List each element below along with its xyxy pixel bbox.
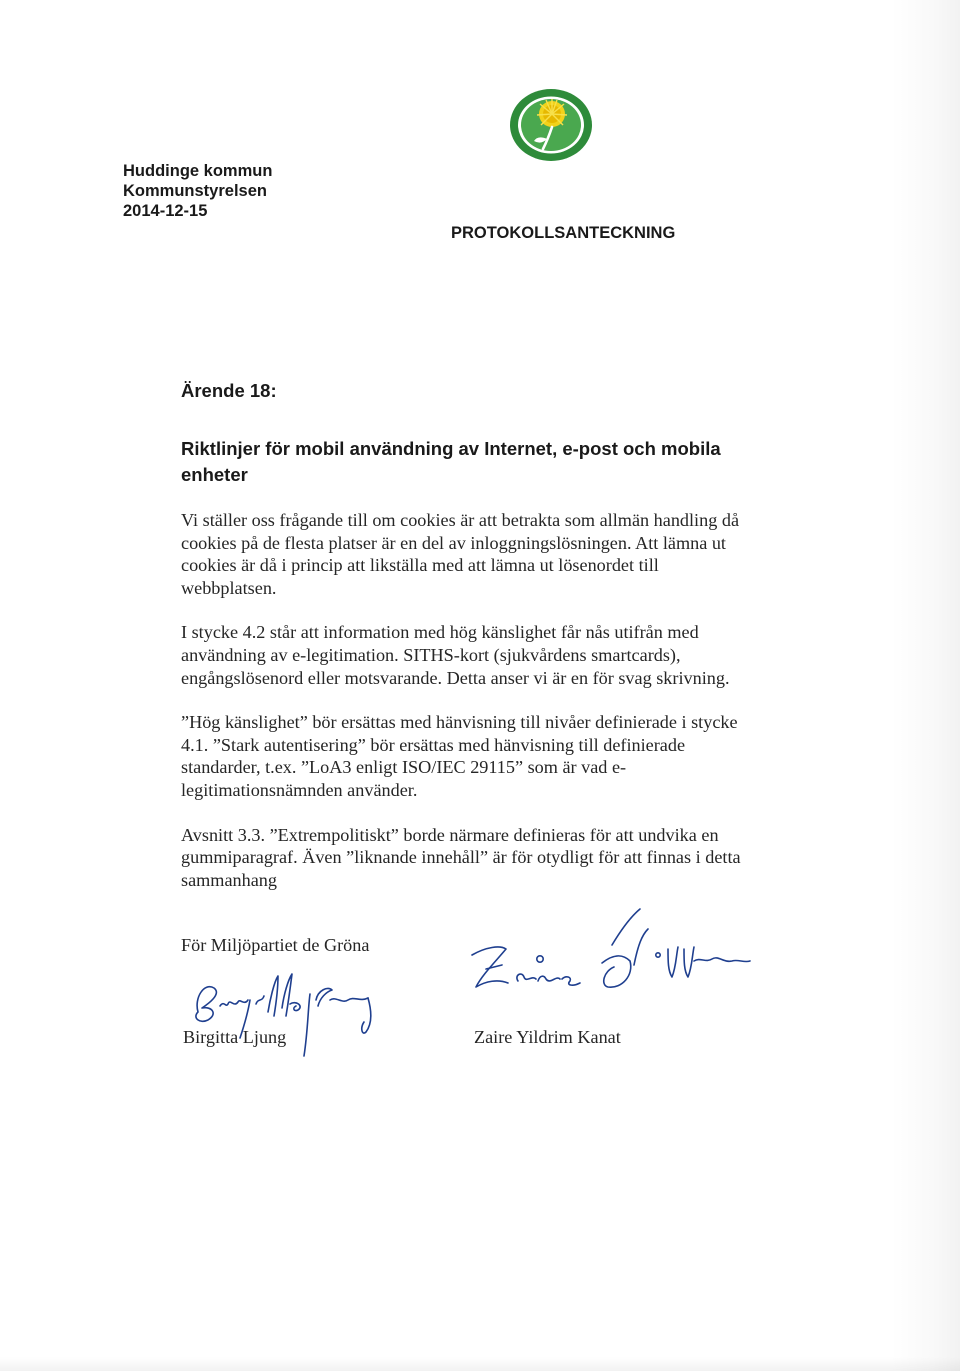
text-line: cookies på de flesta platser är en del av inloggningslösningen. Att lämna ut bbox=[181, 532, 726, 553]
closing-line: För Miljöpartiet de Gröna bbox=[181, 935, 370, 955]
text-line: 4.1. ”Stark autentisering” bör ersättas med hänvisning till definierade bbox=[181, 734, 686, 755]
paragraph-section-4-2 bbox=[181, 621, 791, 689]
item-heading: Ärende 18: bbox=[181, 380, 277, 401]
text-line: användning av e-legitimation. SITHS-kort (sjukvårdens smartcards), bbox=[181, 644, 681, 665]
text-line: sammanhang bbox=[181, 869, 277, 890]
paragraph-definitions bbox=[181, 711, 791, 801]
document-type-title: PROTOKOLLSANTECKNING bbox=[451, 224, 676, 242]
paragraph-section-3-3 bbox=[181, 824, 791, 892]
text-line: Vi ställer oss frågande till om cookies är att betrakta som allmän handling då bbox=[181, 510, 740, 530]
signature-right bbox=[462, 905, 752, 1015]
text-line: standarder, t.ex. ”LoA3 enligt ISO/IEC 29115” som är vad e- bbox=[181, 757, 627, 778]
paragraph-cookies bbox=[181, 509, 791, 599]
letterhead bbox=[123, 161, 272, 221]
text-line: ”Hög känslighet” bör ersättas med hänvisning till nivåer definierade i stycke bbox=[181, 712, 738, 733]
subject-line: Riktlinjer för mobil användning av Internet, e-post och mobila bbox=[181, 438, 721, 459]
municipality-name: Huddinge kommun bbox=[123, 162, 273, 180]
scan-shadow-bottom bbox=[0, 1357, 960, 1371]
text-line: legitimationsnämnden använder. bbox=[181, 779, 418, 800]
text-line: I stycke 4.2 står att information med hög känslighet får nås utifrån med bbox=[181, 622, 699, 643]
subject-line: enheter bbox=[181, 464, 248, 485]
signer-name: Birgitta Ljung bbox=[183, 1027, 287, 1047]
document-date: 2014-12-15 bbox=[123, 202, 208, 220]
signer-name: Zaire Yildrim Kanat bbox=[474, 1027, 621, 1047]
item-subject bbox=[181, 436, 781, 488]
text-line: webbplatsen. bbox=[181, 577, 277, 598]
scan-shadow-right bbox=[890, 0, 960, 1371]
body-text bbox=[181, 509, 791, 913]
text-line: gummiparagraf. Även ”liknande innehåll” är för otydligt för att finnas i detta bbox=[181, 847, 741, 868]
text-line: Avsnitt 3.3. ”Extrempolitiskt” borde närmare definieras för att undvika en bbox=[181, 824, 719, 845]
text-line: cookies är då i princip att likställa med att lämna ut lösenordet till bbox=[181, 555, 659, 576]
board-name: Kommunstyrelsen bbox=[123, 182, 267, 200]
text-line: engångslösenord eller motsvarande. Detta anser vi är en för svag skrivning. bbox=[181, 667, 730, 688]
dandelion-logo-icon bbox=[508, 87, 594, 163]
